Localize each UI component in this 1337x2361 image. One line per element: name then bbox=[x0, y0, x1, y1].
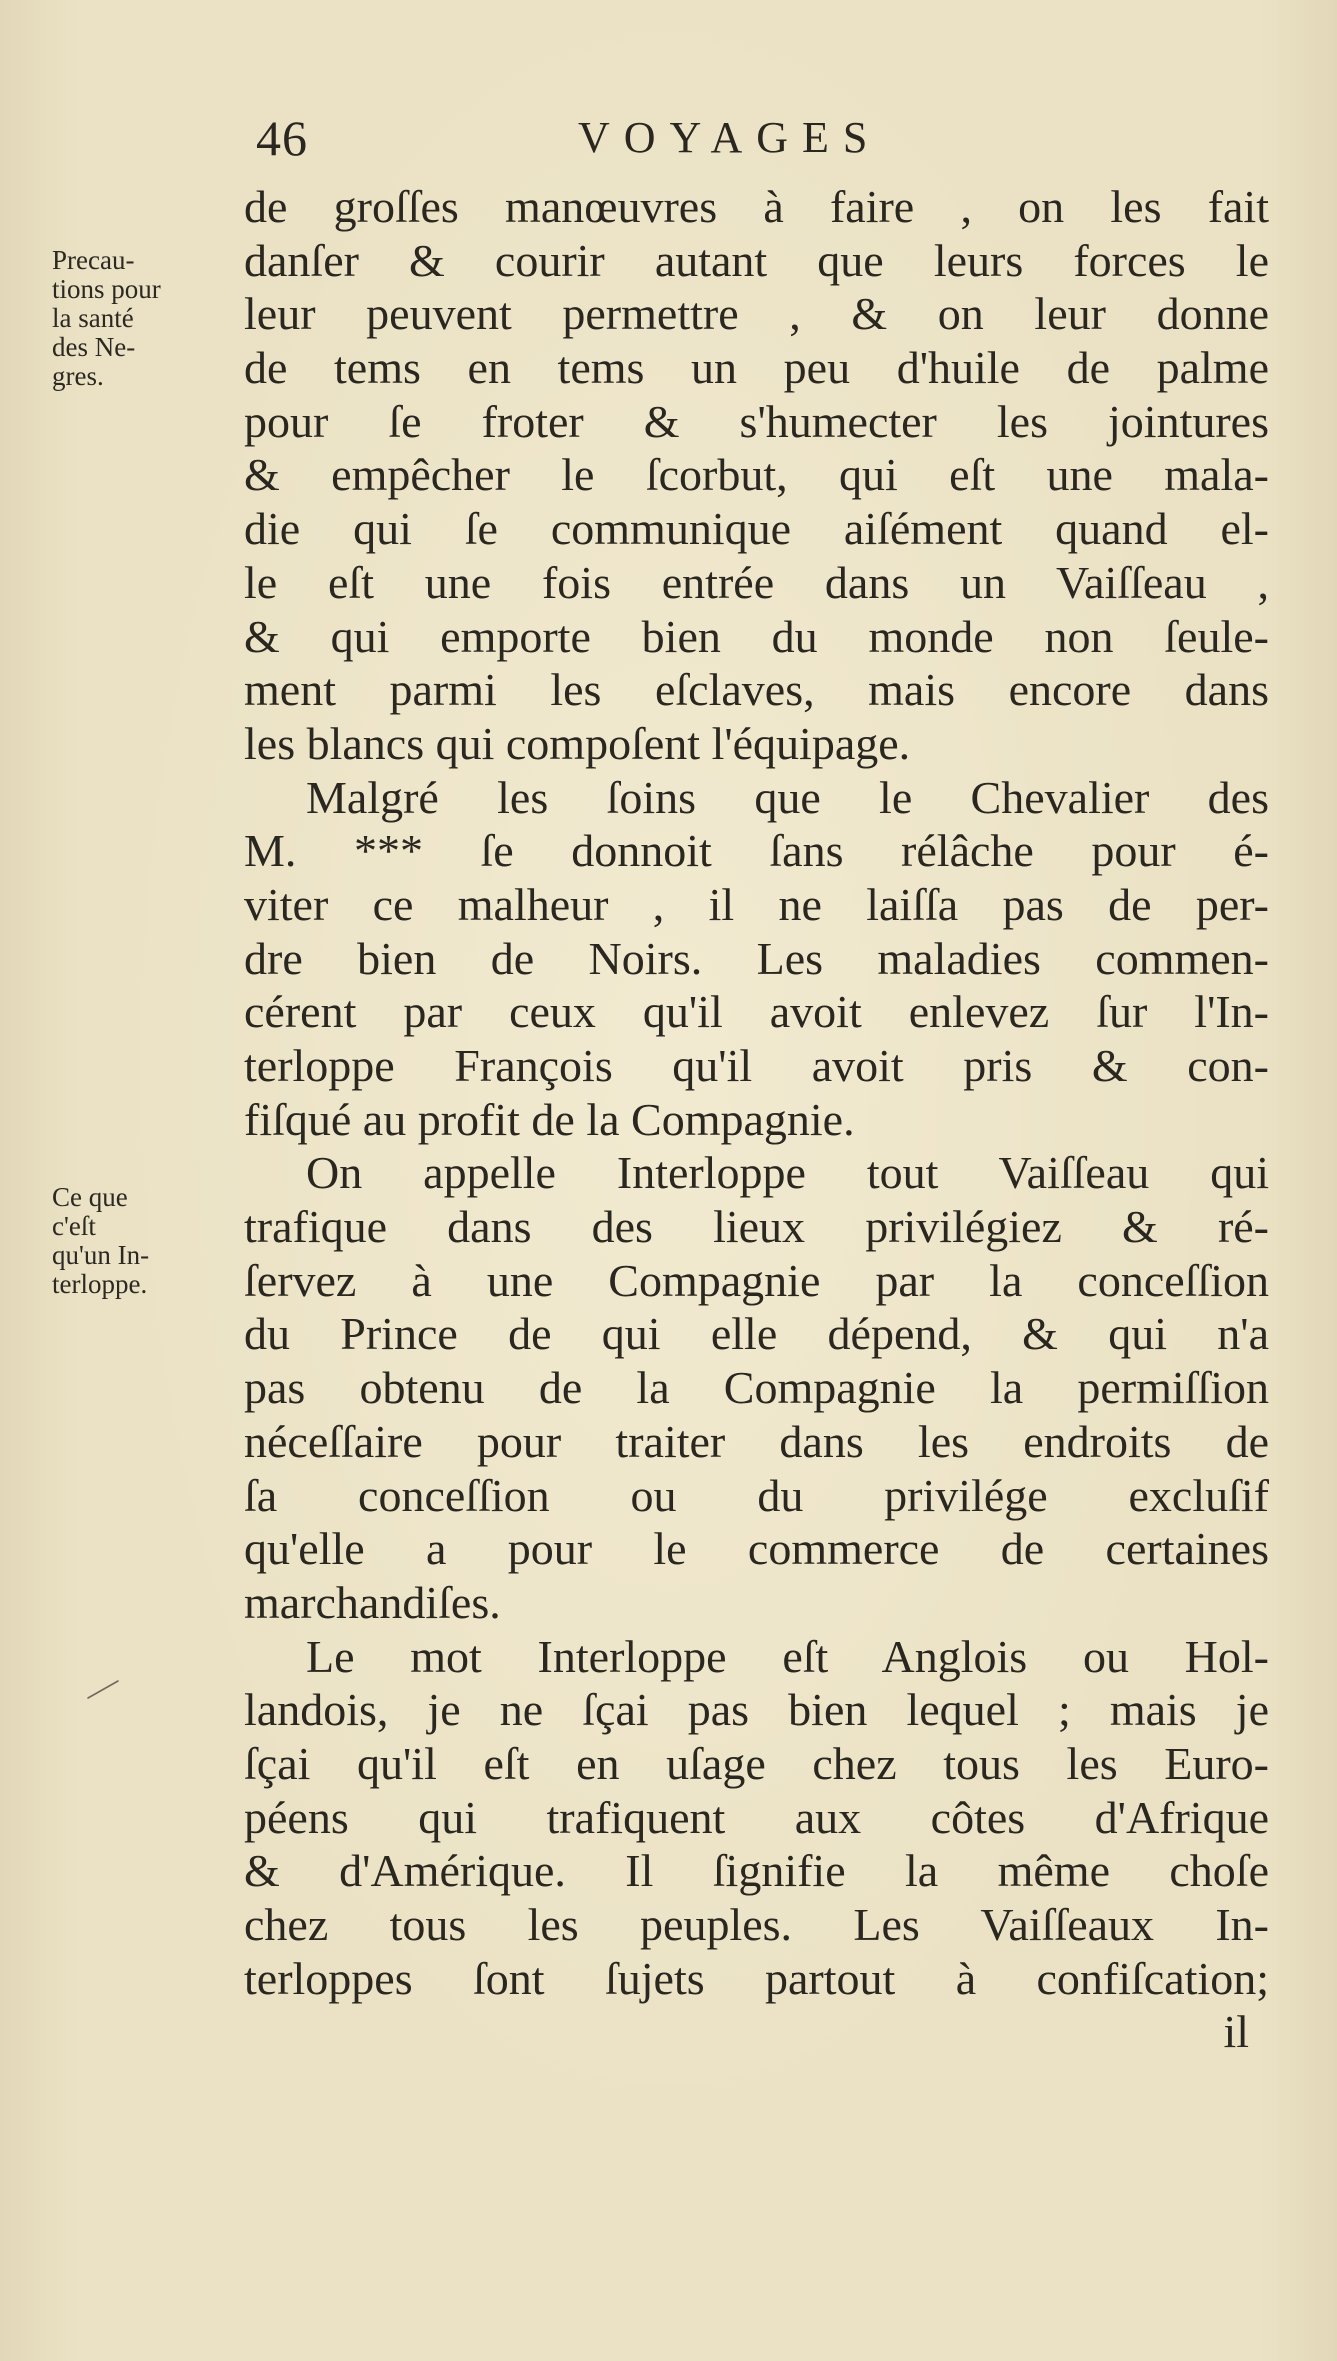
text-line: & d'Amérique. Il ſignifie la même choſe bbox=[244, 1845, 1269, 1897]
page-header bbox=[0, 108, 1337, 168]
text-line: le eſt une fois entrée dans un Vaiſſeau , bbox=[244, 556, 1269, 608]
text-line: & empêcher le ſcorbut, qui eſt une mala- bbox=[244, 449, 1269, 501]
text-line: & qui emporte bien du monde non ſeule- bbox=[244, 610, 1269, 662]
margin-note-line: Ce que bbox=[52, 1182, 128, 1212]
running-title: VOYAGES bbox=[578, 113, 882, 162]
text-line: ment parmi les eſclaves, mais encore dans bbox=[244, 664, 1269, 716]
text-line: néceſſaire pour traiter dans les endroits de bbox=[244, 1415, 1269, 1467]
text-line: qu'elle a pour le commerce de certaines bbox=[244, 1523, 1269, 1575]
text-line: ſçai qu'il eſt en uſage chez tous les Euro- bbox=[244, 1737, 1269, 1789]
text-line: leur peuvent permettre , & on leur donne bbox=[244, 288, 1269, 340]
margin-note-line: c'eſt bbox=[52, 1211, 96, 1241]
text-line: dre bien de Noirs. Les maladies commen- bbox=[244, 932, 1269, 984]
margin-note-precautions bbox=[52, 246, 242, 391]
margin-note-interloppe bbox=[52, 1183, 242, 1299]
margin-note-line: tions pour bbox=[52, 274, 161, 304]
body-text bbox=[244, 180, 1269, 2059]
text-line: ſa conceſſion ou du privilége excluſif bbox=[244, 1469, 1269, 1521]
margin-note-line: terloppe. bbox=[52, 1269, 148, 1299]
text-line: die qui ſe communique aiſément quand el- bbox=[244, 503, 1269, 555]
text-line: M. *** ſe donnoit ſans rélâche pour é- bbox=[244, 825, 1269, 877]
margin-note-line: qu'un In- bbox=[52, 1240, 150, 1270]
text-line: danſer & courir autant que leurs forces le bbox=[244, 234, 1269, 286]
text-line: fiſqué au profit de la Compagnie. bbox=[244, 1093, 855, 1145]
text-line: Malgré les ſoins que le Chevalier des bbox=[306, 771, 1269, 823]
text-line: Le mot Interloppe eſt Anglois ou Hol- bbox=[306, 1630, 1269, 1682]
margin-note-line: gres. bbox=[52, 361, 104, 391]
margin-note-line: la santé bbox=[52, 303, 134, 333]
text-line: les blancs qui compoſent l'équipage. bbox=[244, 717, 911, 769]
text-line: pas obtenu de la Compagnie la permiſſion bbox=[244, 1362, 1269, 1414]
text-line: landois, je ne ſçai pas bien lequel ; mais je bbox=[244, 1684, 1269, 1736]
text-line: de groſſes manœuvres à faire , on les fait bbox=[244, 181, 1269, 232]
text-line: péens qui trafiquent aux côtes d'Afrique bbox=[244, 1791, 1269, 1843]
text-line: marchandiſes. bbox=[244, 1576, 501, 1628]
text-line: de tems en tems un peu d'huile de palme bbox=[244, 342, 1269, 394]
margin-note-line: des Ne- bbox=[52, 332, 136, 362]
text-line: ſervez à une Compagnie par la conceſſion bbox=[244, 1254, 1269, 1306]
page-number: 46 bbox=[256, 110, 308, 166]
text-line: du Prince de qui elle dépend, & qui n'a bbox=[244, 1308, 1269, 1360]
margin-note-line: Precau- bbox=[52, 245, 135, 275]
text-line: terloppe François qu'il avoit pris & con- bbox=[244, 1040, 1269, 1091]
text-line: terloppes ſont ſujets partout à confiſcation; bbox=[244, 1952, 1269, 2004]
catchword: il bbox=[1223, 2006, 1249, 2058]
text-line: viter ce malheur , il ne laiſſa pas de per- bbox=[244, 878, 1269, 930]
text-line: On appelle Interloppe tout Vaiſſeau qui bbox=[306, 1147, 1269, 1199]
pencil-mark-icon bbox=[86, 1678, 120, 1700]
text-line: cérent par ceux qu'il avoit enlevez ſur l'In- bbox=[244, 986, 1269, 1038]
text-line: trafique dans des lieux privilégiez & ré- bbox=[244, 1201, 1269, 1253]
text-line: pour ſe froter & s'humecter les jointures bbox=[244, 395, 1269, 447]
text-line: chez tous les peuples. Les Vaiſſeaux In- bbox=[244, 1899, 1269, 1950]
